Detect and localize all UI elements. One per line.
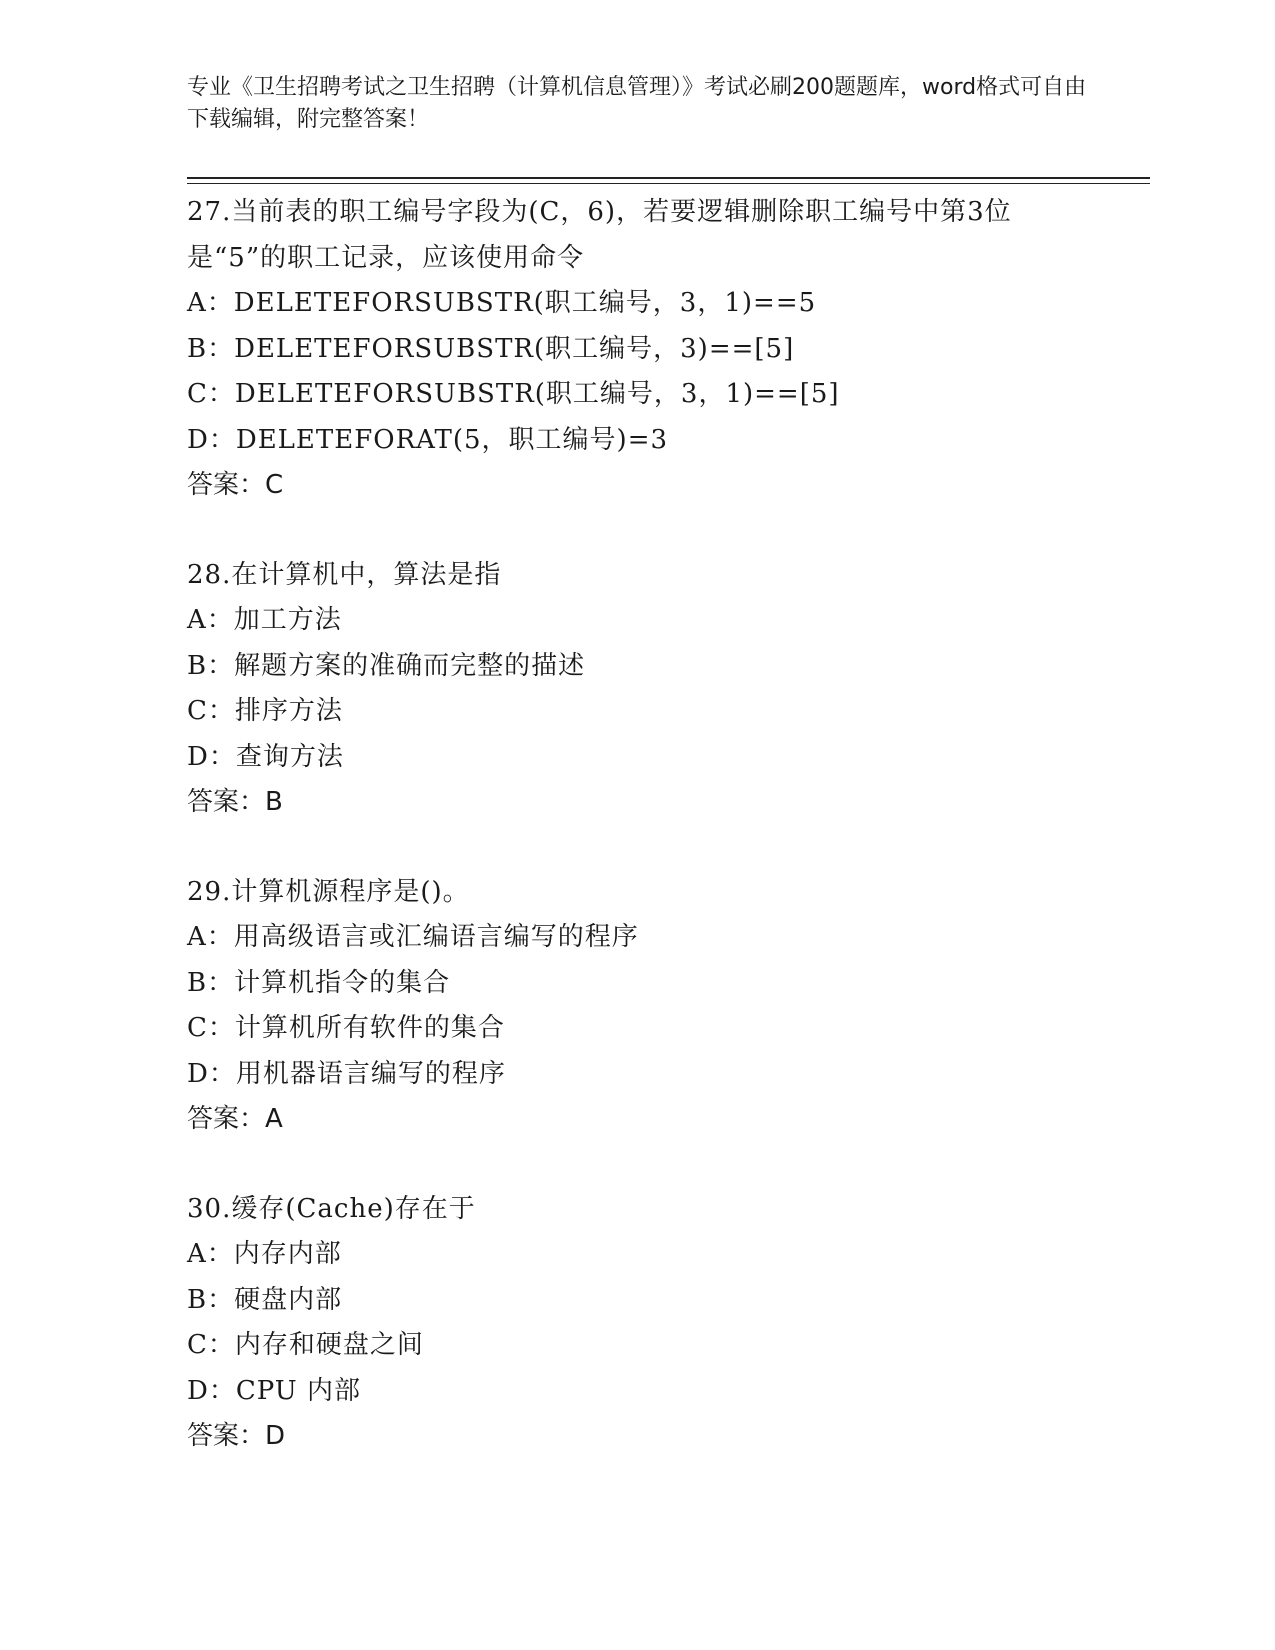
document-header-title: 专业《卫生招聘考试之卫生招聘（计算机信息管理）》考试必刷200题题库，word格式可自由下载编辑，附完整答案！ — [187, 75, 1087, 132]
option-c: C：排序方法 — [187, 696, 343, 726]
answer-label: 答案：B — [187, 787, 283, 817]
option-a: A：DELETEFORSUBSTR(职工编号，3，1)==5 — [187, 288, 817, 318]
option-b: B：计算机指令的集合 — [187, 967, 451, 998]
question-stem: 27.当前表的职工编号字段为(C，6)，若要逻辑删除职工编号中第3位是“5”的职工记录，应该使用命令 — [187, 197, 1012, 273]
option-b: B：DELETEFORSUBSTR(职工编号，3)==[5] — [187, 333, 795, 364]
option-d: D：查询方法 — [187, 741, 344, 772]
option-d: D：DELETEFORAT(5，职工编号)=3 — [187, 424, 669, 455]
question-27 — [187, 190, 1087, 509]
question-stem: 30.缓存(Cache)存在于 — [187, 1193, 476, 1224]
header-divider-thick — [187, 177, 1150, 179]
question-29 — [187, 870, 1087, 1143]
question-list — [187, 190, 1087, 1504]
option-d: D：CPU 内部 — [187, 1375, 361, 1406]
option-c: C：计算机所有软件的集合 — [187, 1013, 505, 1043]
option-a: A：加工方法 — [187, 605, 342, 635]
question-30 — [187, 1187, 1087, 1460]
option-d: D：用机器语言编写的程序 — [187, 1058, 506, 1089]
option-a: A：内存内部 — [187, 1239, 342, 1269]
option-c: C：内存和硬盘之间 — [187, 1330, 424, 1360]
answer-label: 答案：C — [187, 470, 284, 500]
question-stem: 28.在计算机中，算法是指 — [187, 559, 502, 590]
question-stem: 29.计算机源程序是()。 — [187, 876, 470, 907]
answer-label: 答案：D — [187, 1421, 286, 1451]
option-a: A：用高级语言或汇编语言编写的程序 — [187, 922, 639, 952]
question-28 — [187, 553, 1087, 826]
option-b: B：硬盘内部 — [187, 1284, 343, 1315]
header-divider-thin — [187, 183, 1150, 184]
option-c: C：DELETEFORSUBSTR(职工编号，3，1)==[5] — [187, 379, 840, 409]
answer-label: 答案：A — [187, 1104, 283, 1134]
option-b: B：解题方案的准确而完整的描述 — [187, 650, 586, 681]
